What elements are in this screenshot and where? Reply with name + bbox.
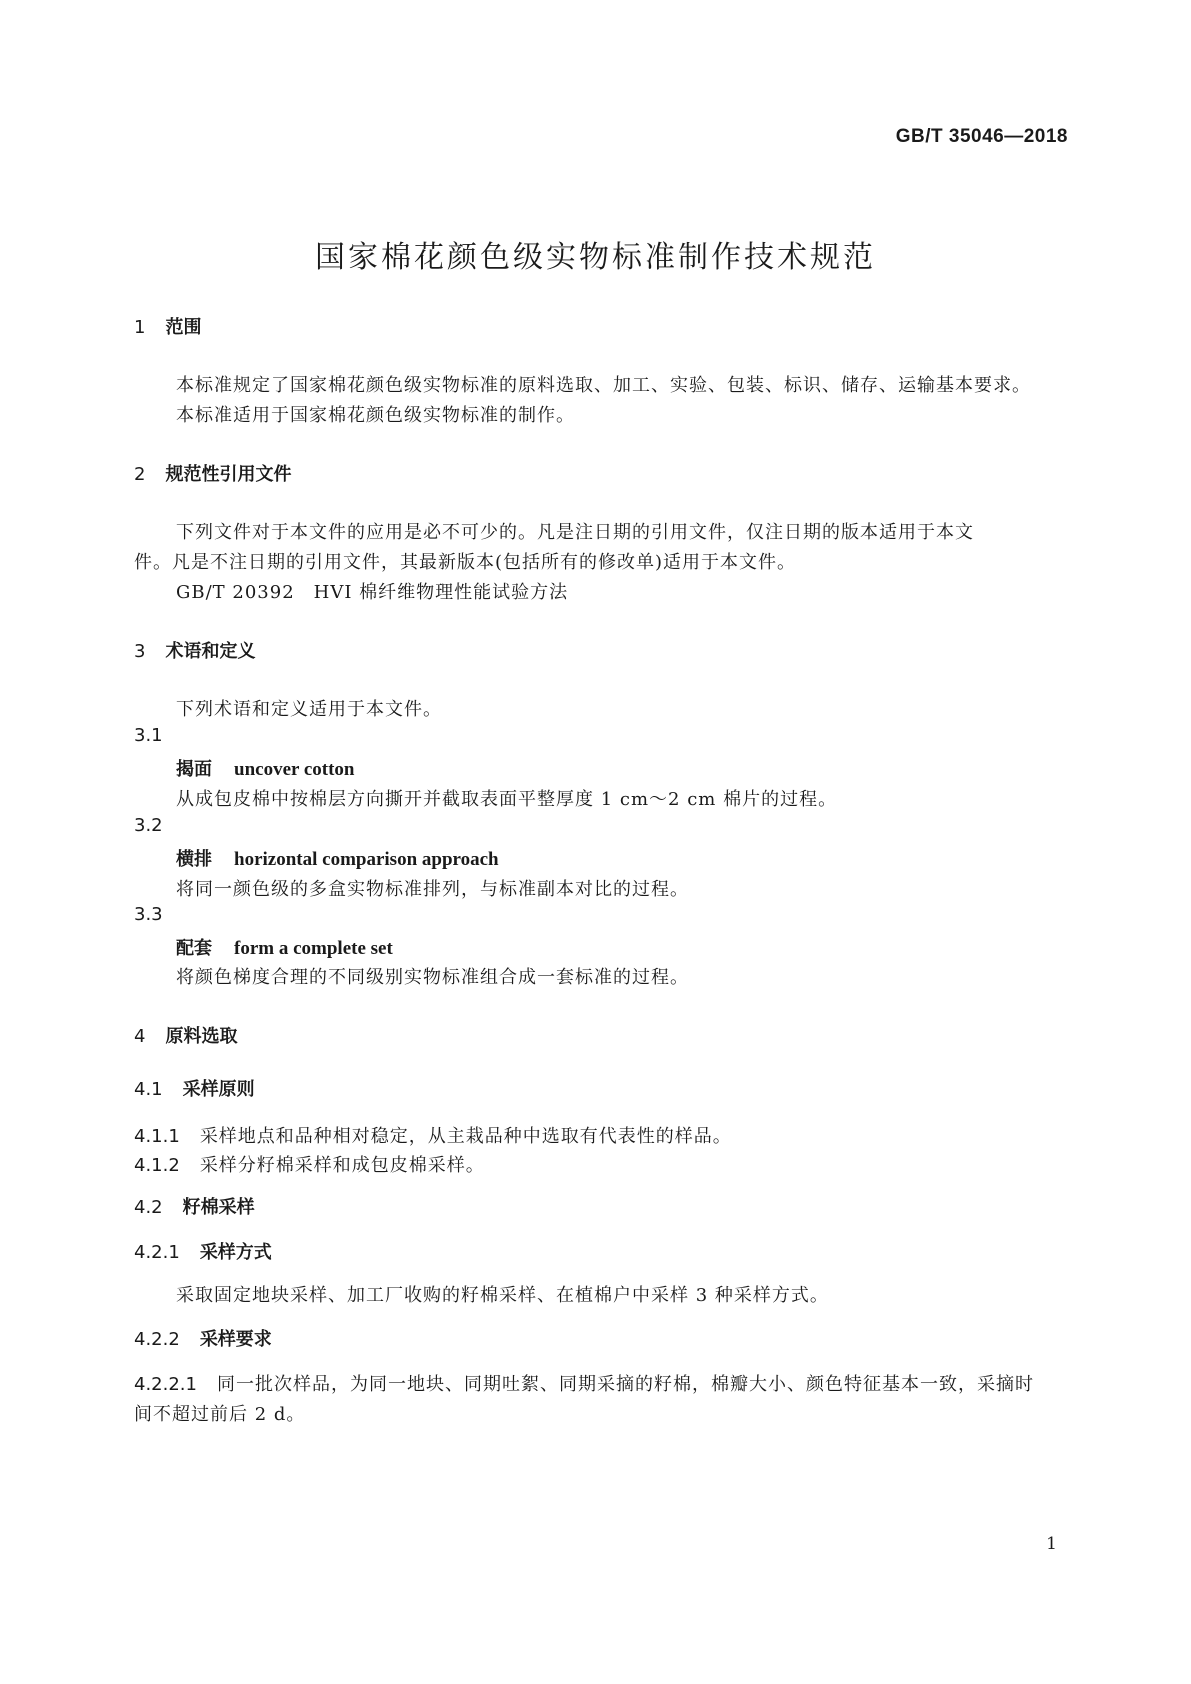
term-number: 3.3 bbox=[134, 904, 163, 925]
section-title: 原料选取 bbox=[165, 1026, 238, 1047]
normative-reference: GB/T 20392 HVI 棉纤维物理性能试验方法 bbox=[176, 582, 569, 603]
term-zh: 横排 bbox=[176, 849, 212, 870]
section-4-heading bbox=[134, 1022, 237, 1048]
term-en: uncover cotton bbox=[234, 759, 355, 780]
term-definition: 将颜色梯度合理的不同级别实物标准组合成一套标准的过程。 bbox=[176, 967, 689, 988]
scope-paragraph-1: 本标准规定了国家棉花颜色级实物标准的原料选取、加工、实验、包装、标识、储存、运输基本要求。 bbox=[176, 375, 1031, 396]
term-en: horizontal comparison approach bbox=[234, 849, 499, 870]
clause-4-1-1 bbox=[134, 1122, 732, 1148]
term-number: 3.2 bbox=[134, 815, 163, 836]
clause-4-2-2-1-line-2: 间不超过前后 2 d。 bbox=[134, 1404, 306, 1425]
section-title: 范围 bbox=[165, 317, 202, 338]
section-4-2-heading bbox=[134, 1193, 255, 1219]
sampling-method-paragraph: 采取固定地块采样、加工厂收购的籽棉采样、在植棉户中采样 3 种采样方式。 bbox=[176, 1285, 829, 1306]
section-number: 4.1 bbox=[134, 1079, 163, 1100]
term-definition: 将同一颜色级的多盒实物标准排列，与标准副本对比的过程。 bbox=[176, 879, 689, 900]
section-number: 4.2 bbox=[134, 1197, 163, 1218]
terms-intro: 下列术语和定义适用于本文件。 bbox=[176, 699, 442, 720]
section-number: 4.2.1 bbox=[134, 1242, 180, 1263]
clause-number: 4.2.2.1 bbox=[134, 1374, 197, 1395]
clause-text: 采样分籽棉采样和成包皮棉采样。 bbox=[199, 1155, 485, 1176]
section-title: 采样原则 bbox=[182, 1079, 255, 1100]
section-number: 3 bbox=[134, 641, 146, 662]
section-2-heading bbox=[134, 460, 291, 486]
section-4-2-2-heading bbox=[134, 1325, 272, 1351]
clause-number: 4.1.1 bbox=[134, 1126, 180, 1147]
section-title: 术语和定义 bbox=[165, 641, 256, 662]
section-title: 规范性引用文件 bbox=[165, 464, 292, 485]
section-4-1-heading bbox=[134, 1075, 255, 1101]
clause-4-2-2-1-line-1 bbox=[134, 1370, 1034, 1396]
term-zh: 配套 bbox=[176, 938, 212, 959]
term-entry bbox=[176, 845, 499, 871]
section-number: 1 bbox=[134, 317, 146, 338]
term-zh: 揭面 bbox=[176, 759, 212, 780]
term-en: form a complete set bbox=[234, 938, 393, 959]
section-4-2-1-heading bbox=[134, 1238, 272, 1264]
section-number: 4 bbox=[134, 1026, 146, 1047]
clause-text: 采样地点和品种相对稳定，从主栽品种中选取有代表性的样品。 bbox=[199, 1126, 732, 1147]
section-number: 2 bbox=[134, 464, 146, 485]
section-title: 籽棉采样 bbox=[182, 1197, 255, 1218]
section-number: 4.2.2 bbox=[134, 1329, 180, 1350]
scope-paragraph-2: 本标准适用于国家棉花颜色级实物标准的制作。 bbox=[176, 405, 575, 426]
section-title: 采样要求 bbox=[199, 1329, 272, 1350]
normative-paragraph-line-2: 件。凡是不注日期的引用文件，其最新版本(包括所有的修改单)适用于本文件。 bbox=[134, 552, 797, 573]
standard-number: GB/T 35046—2018 bbox=[895, 126, 1068, 147]
document-title: 国家棉花颜色级实物标准制作技术规范 bbox=[315, 240, 876, 275]
term-entry bbox=[176, 934, 393, 960]
section-title: 采样方式 bbox=[199, 1242, 272, 1263]
clause-4-1-2 bbox=[134, 1151, 485, 1177]
term-entry bbox=[176, 755, 355, 781]
section-3-heading bbox=[134, 637, 255, 663]
normative-paragraph-line-1: 下列文件对于本文件的应用是必不可少的。凡是注日期的引用文件，仅注日期的版本适用于本文 bbox=[176, 522, 974, 543]
section-1-heading bbox=[134, 313, 201, 339]
page-number: 1 bbox=[1046, 1534, 1057, 1554]
clause-text: 同一批次样品，为同一地块、同期吐絮、同期采摘的籽棉，棉瓣大小、颜色特征基本一致，采摘时 bbox=[216, 1374, 1034, 1395]
term-number: 3.1 bbox=[134, 725, 163, 746]
clause-number: 4.1.2 bbox=[134, 1155, 180, 1176]
term-definition: 从成包皮棉中按棉层方向撕开并截取表面平整厚度 1 cm～2 cm 棉片的过程。 bbox=[176, 789, 838, 810]
